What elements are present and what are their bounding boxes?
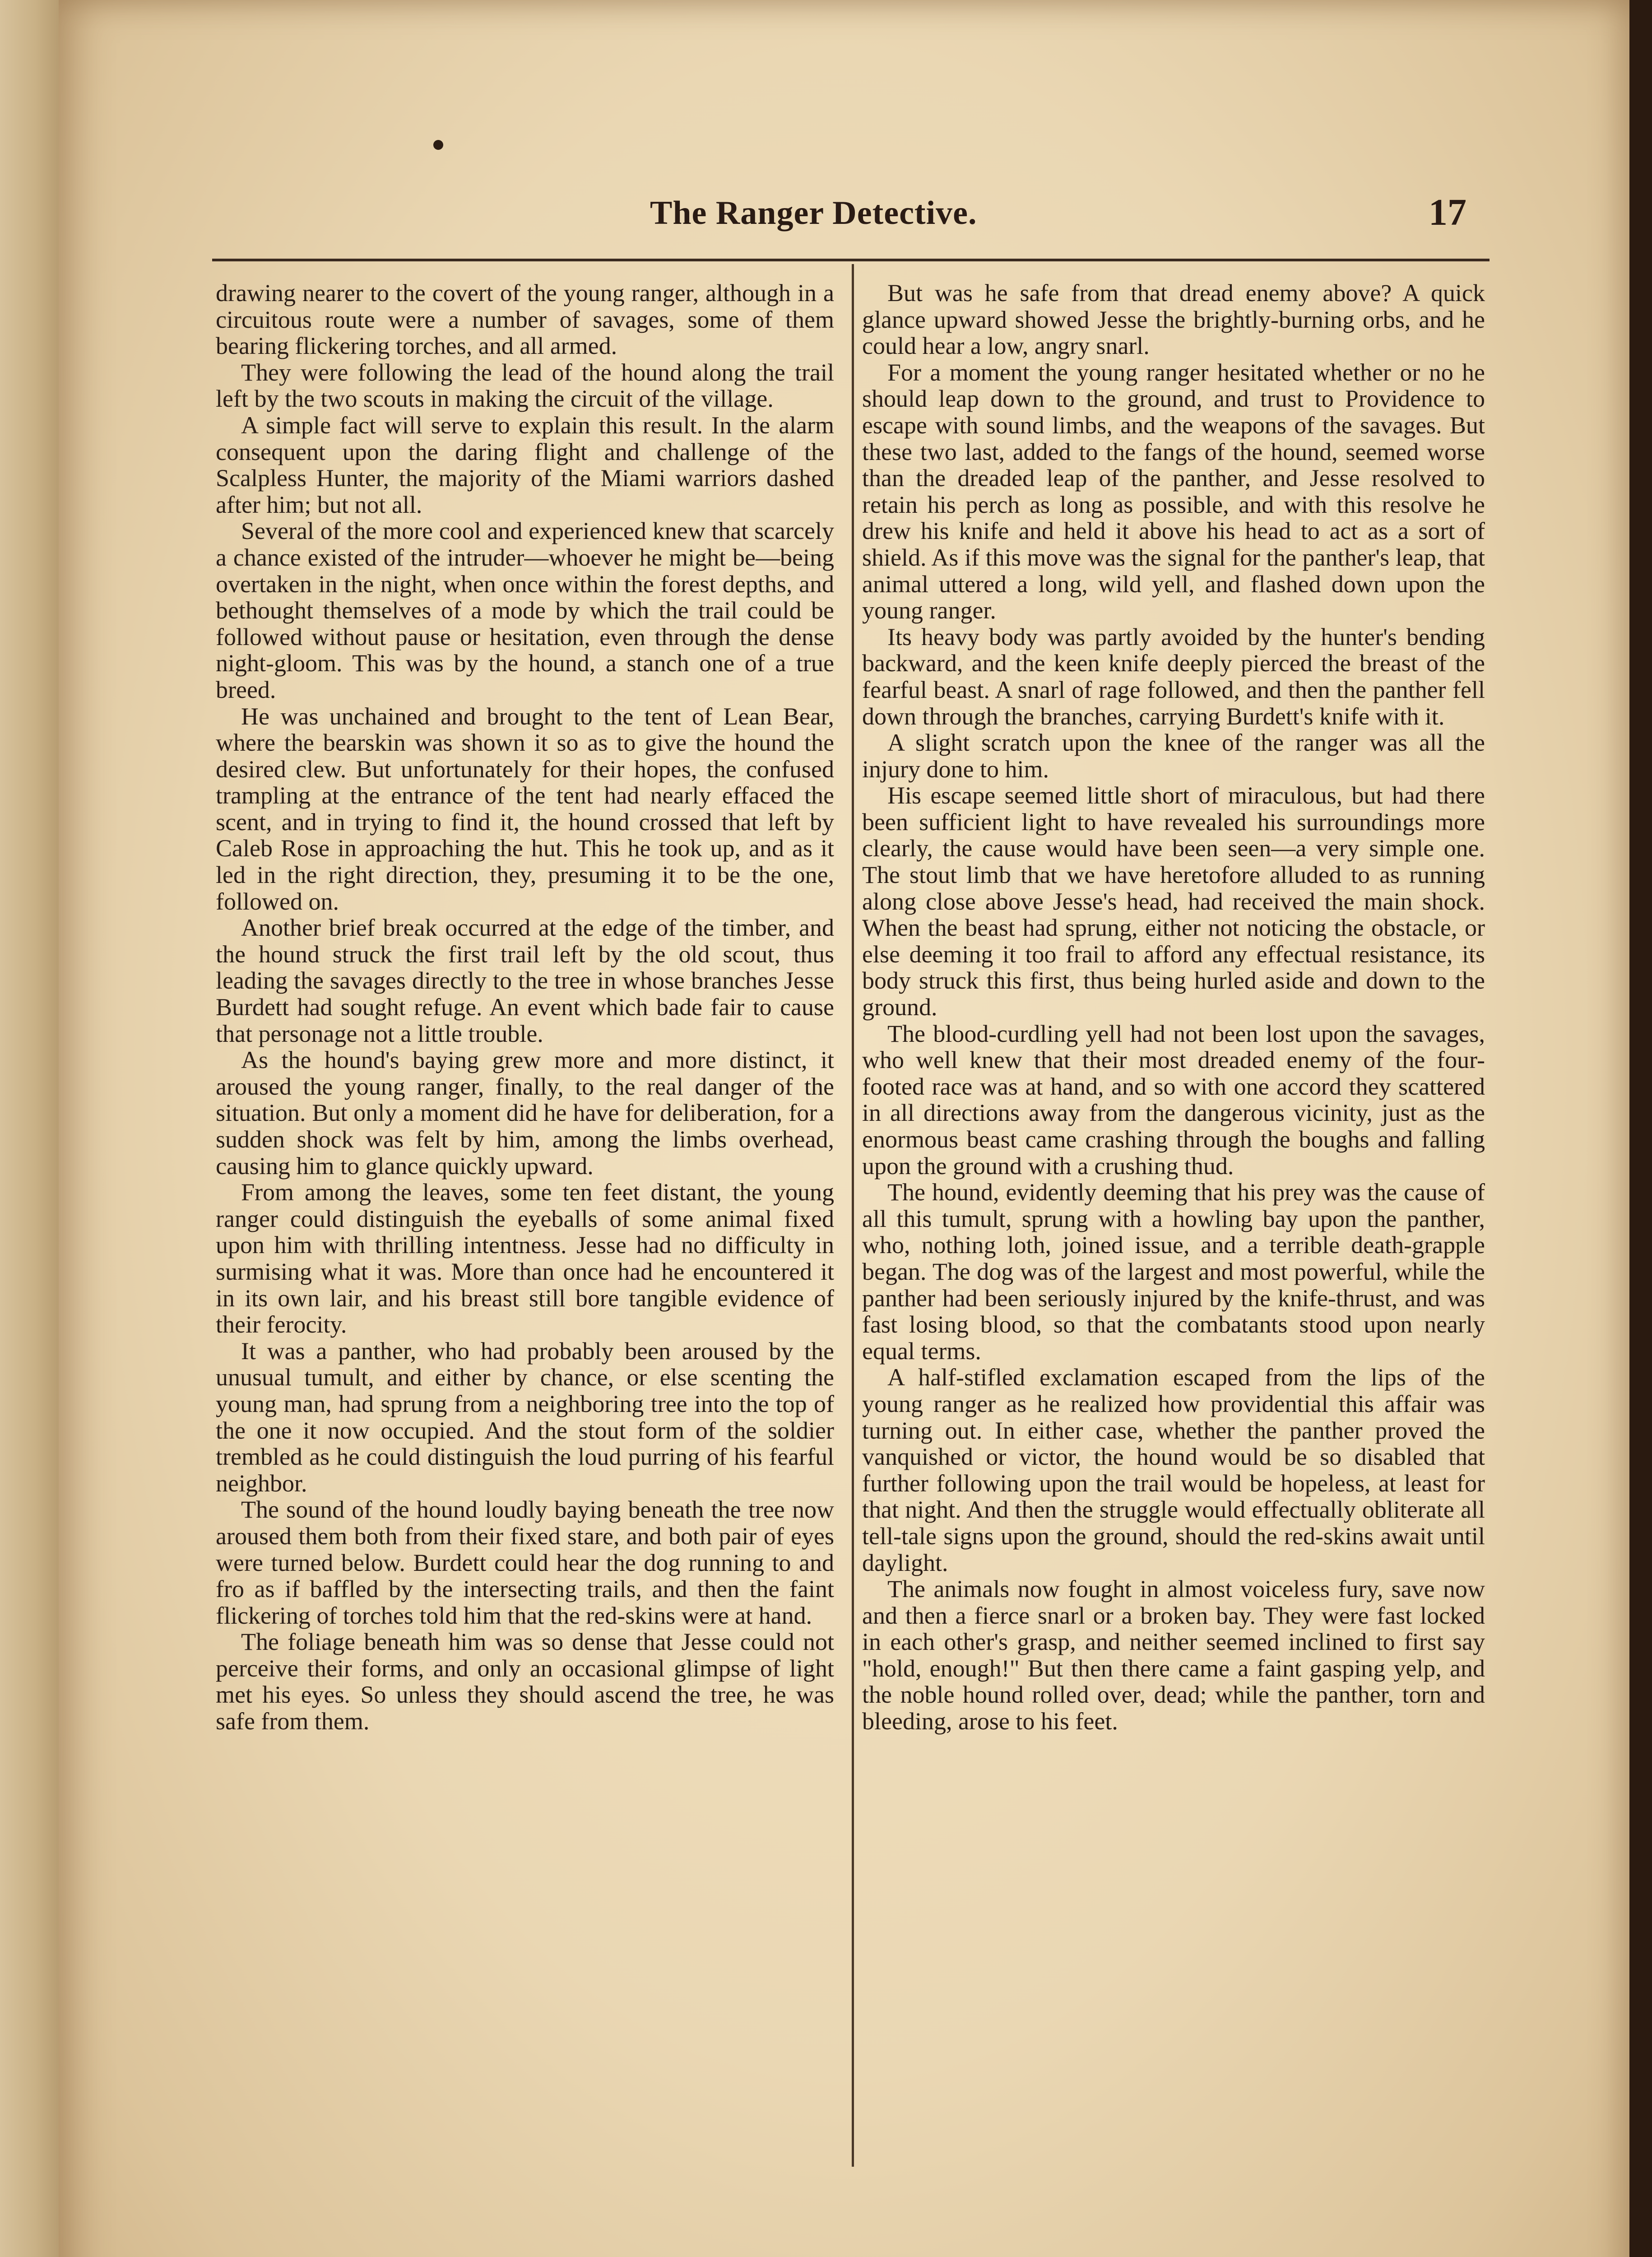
paragraph: drawing nearer to the covert of the young ranger, although in a circuitous route were a number of savages, some of them bearing flickering torches, and all armed. — [216, 279, 834, 360]
paragraph: The sound of the hound loudly baying beneath the tree now aroused them both from their fixed stare, and both pair of eyes were turned below. Burdett could hear the dog running to and fro as if baffled by the intersecting trails, and then the faint flickering of torches told him that the red-skins were at hand. — [216, 1496, 834, 1629]
paragraph: A simple fact will serve to explain this result. In the alarm consequent upon the daring flight and challenge of the Scalpless Hunter, the majority of the Miami warriors dashed after him; but not all. — [216, 411, 834, 518]
paragraph: It was a panther, who had probably been aroused by the unusual tumult, and either by chance, or else scenting the young man, had sprung from a neighboring tree into the top of the one it now occupied. And the stout form of the soldier trembled as he could distinguish the loud purring of his fearful neighbor. — [216, 1337, 834, 1497]
left-text-column — [216, 280, 834, 1735]
ink-dot — [433, 140, 443, 150]
page-number: 17 — [1429, 191, 1466, 233]
paragraph: The hound, evidently deeming that his prey was the cause of all this tumult, sprung with a howling bay upon the panther, who, nothing loth, joined issue, and a terrible death-grapple began. The dog was of the largest and most powerful, while the panther had been seriously injured by the knife-thrust, and was fast losing blood, so that the combatants stood upon nearly equal terms. — [862, 1179, 1485, 1365]
paragraph: He was unchained and brought to the tent of Lean Bear, where the bearskin was shown it so as to give the hound the desired clew. But unfortunately for their hopes, the confused trampling at the entrance of the tent had nearly effaced the scent, and in trying to find it, the hound crossed that left by Caleb Rose in approaching the hut. This he took up, and as it led in the right direction, they, presuming it to be the one, followed on. — [216, 702, 834, 915]
paragraph: The animals now fought in almost voiceless fury, save now and then a fierce snarl or a broken bay. They were fast locked in each other's grasp, and neither seemed inclined to first say "hold, enough!" But then there came a faint gasping yelp, and the noble hound rolled over, dead; while the panther, torn and bleeding, arose to his feet. — [862, 1575, 1485, 1735]
paragraph: A slight scratch upon the knee of the ranger was all the injury done to him. — [862, 729, 1485, 783]
right-background — [1629, 0, 1652, 2257]
right-text-column — [862, 280, 1485, 1735]
paragraph: A half-stifled exclamation escaped from the lips of the young ranger as he realized how providential this affair was turning out. In either case, whether the panther proved the vanquished or victor, the hound would be so disabled that further following upon the trail would be hopeless, at least for that night. And then the struggle would effectually obliterate all tell-tale signs upon the ground, should the red-skins await until daylight. — [862, 1364, 1485, 1576]
paragraph: Several of the more cool and experienced knew that scarcely a chance existed of the intruder—whoever he might be—being overtaken in the night, when once within the forest depths, and bethought themselves of a mode by which the trail could be followed without pause or hesitation, even through the dense night-gloom. This was by the hound, a stanch one of a true breed. — [216, 517, 834, 703]
paragraph: The foliage beneath him was so dense that Jesse could not perceive their forms, and only an occasional glimpse of light met his eyes. So unless they should ascend the tree, he was safe from them. — [216, 1628, 834, 1735]
column-divider — [852, 264, 854, 2167]
paragraph: But was he safe from that dread enemy above? A quick glance upward showed Jesse the brightly-burning orbs, and he could hear a low, angry snarl. — [862, 279, 1485, 360]
paragraph: Another brief break occurred at the edge of the timber, and the hound struck the first trail left by the old scout, thus leading the savages directly to the tree in whose branches Jesse Burdett had sought refuge. An event which bade fair to cause that personage not a little trouble. — [216, 914, 834, 1047]
left-page-edge — [0, 0, 59, 2257]
paragraph: For a moment the young ranger hesitated whether or no he should leap down to the ground, and trust to Providence to escape with sound limbs, and the weapons of the savages. But these two last, added to the fangs of the hound, seemed worse than the dreaded leap of the panther, and Jesse resolved to retain his perch as long as possible, and with this resolve he drew his knife and held it above his head to act as a sort of shield. As if this move was the signal for the panther's leap, that animal uttered a long, wild yell, and flashed down upon the young ranger. — [862, 358, 1485, 624]
paragraph: The blood-curdling yell had not been lost upon the savages, who well knew that their most dreaded enemy of the four-footed race was at hand, and so with one accord they scattered in all directions away from the dangerous vicinity, just as the enormous beast came crashing through the boughs and falling upon the ground with a crushing thud. — [862, 1020, 1485, 1180]
running-header-title: The Ranger Detective. — [650, 195, 977, 232]
paragraph: From among the leaves, some ten feet distant, the young ranger could distinguish the eyeballs of some animal fixed upon him with thrilling intentness. Jesse had no difficulty in surmising what it was. More than once had he encountered it in its own lair, and his breast still bore tangible evidence of their ferocity. — [216, 1179, 834, 1338]
paragraph: His escape seemed little short of miraculous, but had there been sufficient light to have revealed his surroundings more clearly, the cause would have been seen—a very simple one. The stout limb that we have heretofore alluded to as running along close above Jesse's head, had received the main shock. When the beast had sprung, either not noticing the obstacle, or else deeming it too frail to afford any effectual resistance, its body struck this first, thus being hurled aside and down to the ground. — [862, 782, 1485, 1021]
paragraph: As the hound's baying grew more and more distinct, it aroused the young ranger, finally, to the real danger of the situation. But only a moment did he have for deliberation, for a sudden shock was felt by him, among the limbs overhead, causing him to glance quickly upward. — [216, 1046, 834, 1180]
header-rule — [212, 259, 1490, 261]
paragraph: Its heavy body was partly avoided by the hunter's bending backward, and the keen knife deeply pierced the breast of the fearful beast. A snarl of rage followed, and then the panther fell down through the branches, carrying Burdett's knife with it. — [862, 623, 1485, 730]
paragraph: They were following the lead of the hound along the trail left by the two scouts in making the circuit of the village. — [216, 358, 834, 413]
